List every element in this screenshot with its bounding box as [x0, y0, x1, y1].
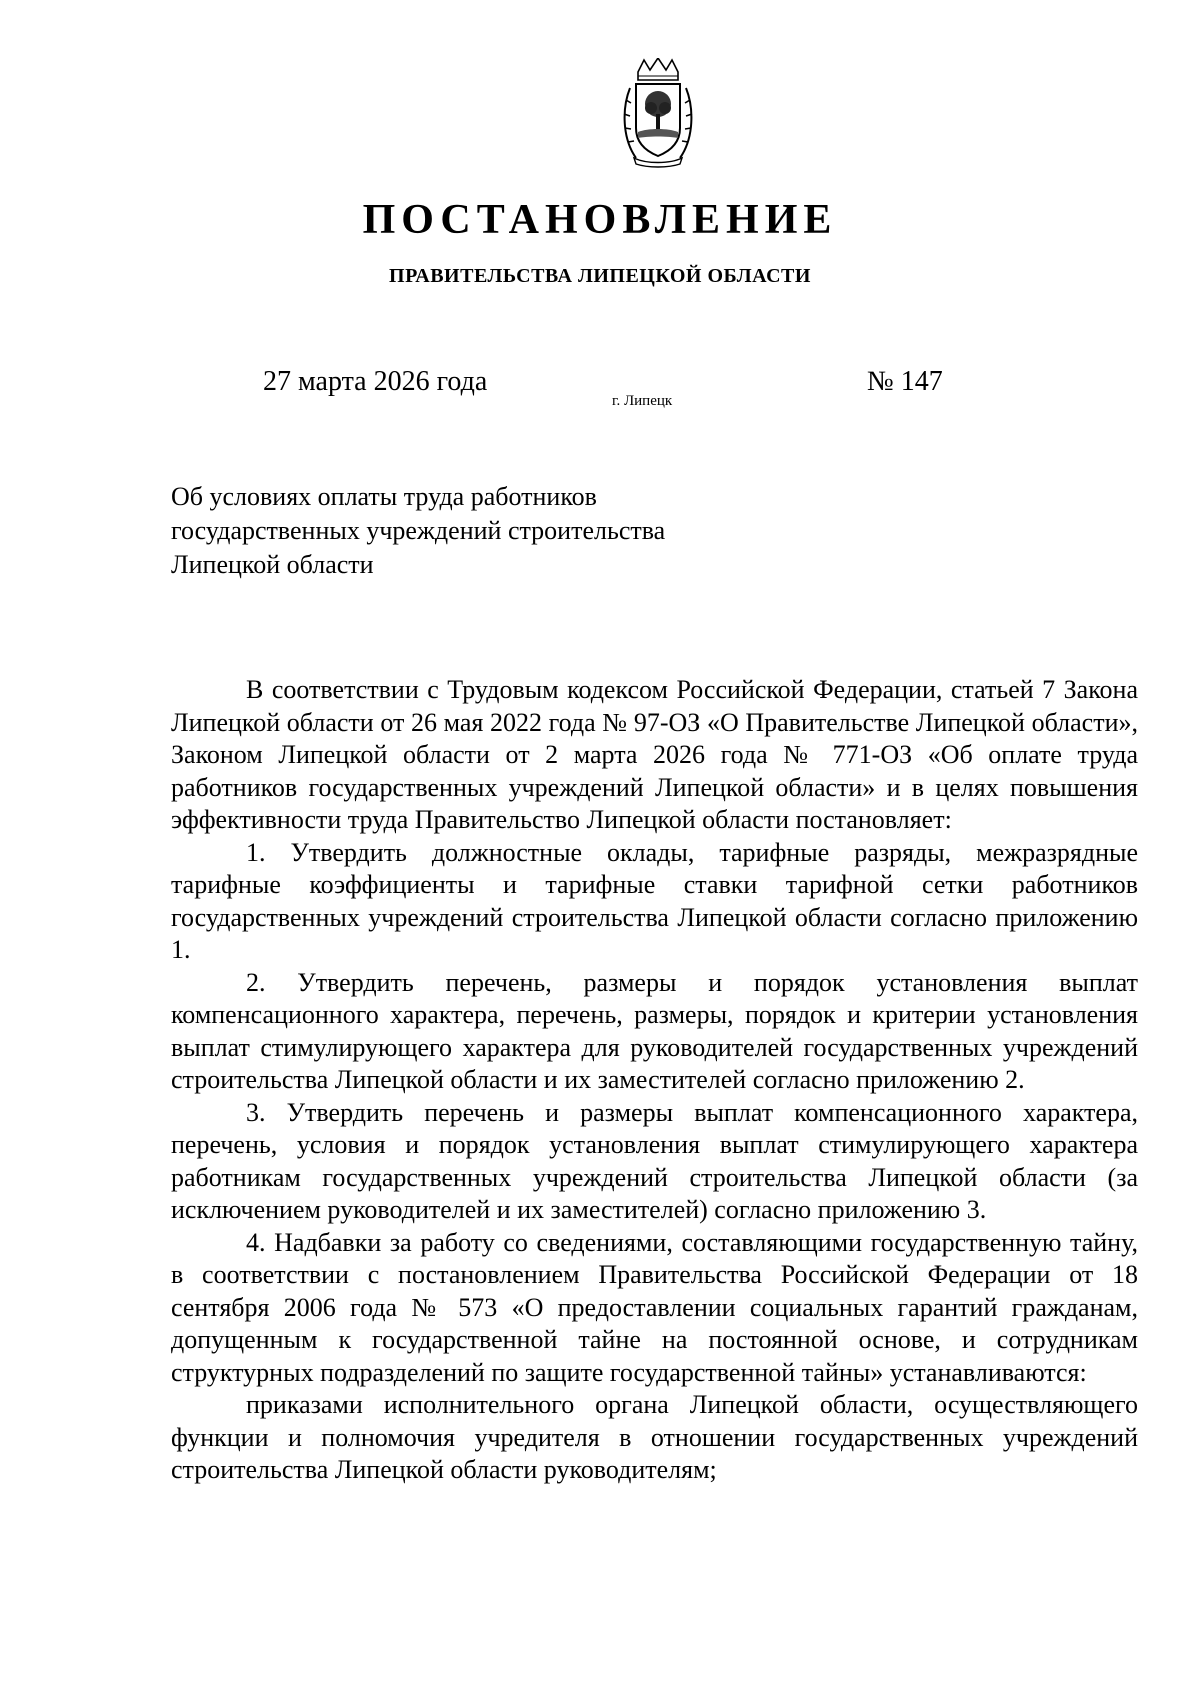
clause-1-paragraph: 1. Утвердить должностные оклады, тарифные разряды, межразрядные тарифные коэффициенты и тарифные ставки тарифной сетки работников государственных учреждений строительства Липецкой области согласно приложению 1.	[171, 837, 1138, 964]
clause-4-paragraph: 4. Надбавки за работу со сведениями, составляющими государственную тайну, в соответствии с постановлением Правительства Российской Федерации от 18 сентября 2006 года № 573 «О предоставлении социальных гарантий гражданам, допущенным к государственной тайне на постоянной основе, и сотрудникам структурных подразделений по защите государственной тайны» устанавливаются:	[171, 1227, 1138, 1387]
subject-line: государственных учреждений строительства	[171, 516, 666, 545]
clause-3-paragraph: 3. Утвердить перечень и размеры выплат компенсационного характера, перечень, условия и порядок установления выплат стимулирующего характера работникам государственных учреждений строительства Липецкой области (за исключением руководителей и их заместителей) согласно приложению 3.	[171, 1097, 1138, 1224]
document-number: № 147	[867, 366, 943, 397]
clause-2-paragraph: 2. Утвердить перечень, размеры и порядок установления выплат компенсационного характера, перечень, размеры, порядок и критерии установления выплат стимулирующего характера для руководителей государственных учреждений строительства Липецкой области и их заместителей согласно приложению 2.	[171, 967, 1138, 1094]
subject-line: Об условиях оплаты труда работников	[171, 482, 597, 511]
coat-of-arms-icon	[620, 58, 696, 168]
document-subject	[171, 480, 791, 582]
document-date: 27 марта 2026 года	[263, 366, 488, 397]
clause-4-sub-paragraph: приказами исполнительного органа Липецкой области, осуществляющего функции и полномочия учредителя в отношении государственных учреждений строительства Липецкой области руководителям;	[171, 1390, 1138, 1484]
document-body	[171, 674, 1138, 1487]
preamble-paragraph: В соответствии с Трудовым кодексом Российской Федерации, статьей 7 Закона Липецкой области от 26 мая 2022 года № 97-ОЗ «О Правительстве Липецкой области», Законом Липецкой области от 2 марта 2026 года № 771-ОЗ «Об оплате труда работников государственных учреждений Липецкой области» и в целях повышения эффективности труда Правительство Липецкой области постановляет:	[171, 675, 1138, 834]
document-issuer: ПРАВИТЕЛЬСТВА ЛИПЕЦКОЙ ОБЛАСТИ	[389, 265, 811, 287]
document-title: ПОСТАНОВЛЕНИЕ	[362, 197, 838, 243]
subject-line: Липецкой области	[171, 550, 374, 579]
document-city: г. Липецк	[612, 393, 673, 409]
